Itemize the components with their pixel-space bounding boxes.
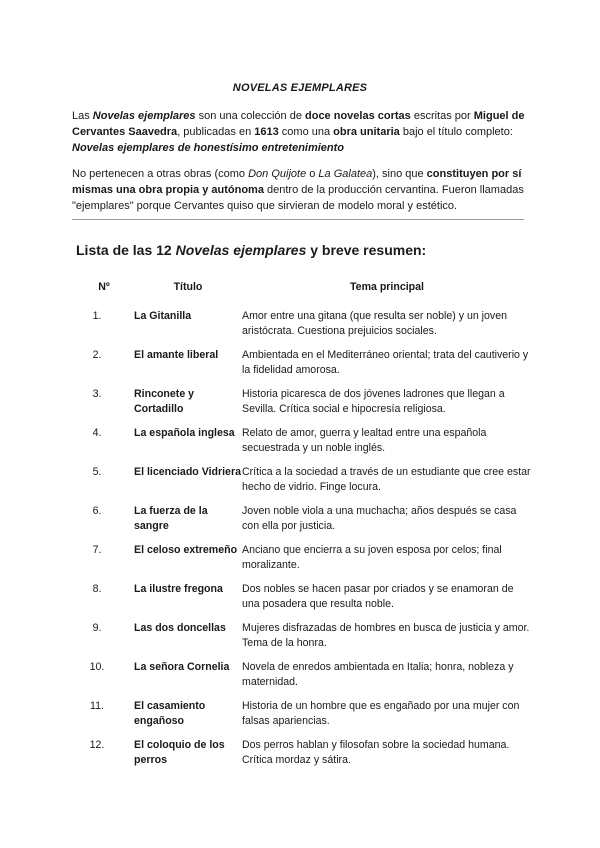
- second-text-4: dentro de la producción cervantina. Fueron llamadas "ejemplares" porque Cervantes quiso que sirvieran de modelo moral y estético.: [72, 184, 524, 212]
- table-row: [76, 504, 532, 543]
- row-theme: Historia picaresca de dos jóvenes ladrones que llegan a Sevilla. Crítica social e hipocresía religiosa.: [242, 388, 505, 415]
- row-title: Rinconete y Cortadillo: [134, 388, 195, 415]
- table-header-row: [76, 275, 532, 309]
- intro-text-1: Las: [72, 110, 93, 122]
- row-theme: Relato de amor, guerra y lealtad entre una española secuestrada y un noble inglés.: [242, 427, 487, 454]
- row-title: La señora Cornelia: [134, 661, 230, 673]
- row-theme: Ambientada en el Mediterráneo oriental; trata del cautiverio y la fidelidad amorosa.: [242, 349, 529, 376]
- row-title: El licenciado Vidriera: [134, 466, 241, 478]
- row-title: La española inglesa: [134, 427, 235, 439]
- header-theme: Tema principal: [350, 281, 424, 293]
- second-work-quijote: Don Quijote: [248, 168, 307, 180]
- row-theme: Amor entre una gitana (que resulta ser noble) y un joven aristócrata. Cuestiona prejuicios sociales.: [242, 310, 507, 337]
- table-row: [76, 660, 532, 699]
- row-title: Las dos doncellas: [134, 622, 226, 634]
- second-work-galatea: La Galatea: [318, 168, 373, 180]
- row-number: 11.: [90, 700, 104, 712]
- row-title: El amante liberal: [134, 349, 219, 361]
- table-row: [76, 465, 532, 504]
- row-number: 5.: [92, 466, 102, 478]
- table-row: [76, 348, 532, 387]
- row-number: 10.: [89, 661, 105, 673]
- intro-author: Miguel de Cervantes Saavedra: [72, 110, 525, 138]
- intro-bold-count: doce novelas cortas: [305, 110, 411, 122]
- table-row: [76, 738, 532, 777]
- row-title: El coloquio de los perros: [134, 739, 225, 766]
- horizontal-divider: [72, 219, 524, 220]
- row-theme: Anciano que encierra a su joven esposa por celos; final moralizante.: [242, 544, 502, 571]
- table-row: [76, 309, 532, 348]
- row-theme: Joven noble viola a una muchacha; años después se casa con ella por justicia.: [242, 505, 517, 532]
- document-title: NOVELAS EJEMPLARES: [232, 82, 368, 94]
- row-title: La ilustre fregona: [134, 583, 223, 595]
- table-row: [76, 387, 532, 426]
- header-number: Nº: [98, 281, 110, 293]
- row-number: 3.: [92, 388, 102, 400]
- row-theme: Crítica a la sociedad a través de un estudiante que cree estar hecho de vidrio. Finge locura.: [242, 466, 531, 493]
- list-heading-pre: Lista de las 12: [76, 242, 176, 258]
- second-bold-phrase: constituyen por sí mismas una obra propia y autónoma: [72, 168, 522, 196]
- list-heading: [76, 242, 426, 258]
- table-row: [76, 582, 532, 621]
- intro-text-2: son una colección de: [195, 110, 305, 122]
- intro-year: 1613: [254, 126, 279, 138]
- row-title: La Gitanilla: [134, 310, 192, 322]
- list-heading-post: y breve resumen:: [306, 242, 427, 258]
- intro-text-3: escritas por: [410, 110, 474, 122]
- row-theme: Novela de enredos ambientada en Italia; honra, nobleza y maternidad.: [242, 661, 514, 688]
- table-row: [76, 621, 532, 660]
- table-row: [76, 426, 532, 465]
- row-theme: Historia de un hombre que es engañado por una mujer con falsas apariencias.: [242, 700, 520, 727]
- intro-work-title: Novelas ejemplares: [92, 110, 196, 122]
- second-text-1: No pertenecen a otras obras (como: [72, 168, 249, 180]
- row-title: El casamiento engañoso: [134, 700, 206, 727]
- second-text-2: o: [306, 168, 319, 180]
- row-title: La fuerza de la sangre: [134, 505, 208, 532]
- second-text-3: ), sino que: [372, 168, 427, 180]
- row-number: 6.: [92, 505, 102, 517]
- row-title: El celoso extremeño: [134, 544, 238, 556]
- row-theme: Dos perros hablan y filosofan sobre la sociedad humana. Crítica mordaz y sátira.: [242, 739, 510, 766]
- row-theme: Mujeres disfrazadas de hombres en busca de justicia y amor. Tema de la honra.: [242, 622, 530, 649]
- intro-full-title: Novelas ejemplares de honestísimo entretenimiento: [72, 142, 345, 154]
- row-number: 12.: [89, 739, 105, 751]
- row-theme: Dos nobles se hacen pasar por criados y se enamoran de una posadera que resulta noble.: [242, 583, 514, 610]
- intro-paragraph: [72, 108, 527, 156]
- row-number: 2.: [92, 349, 102, 361]
- novels-table: [76, 275, 532, 777]
- intro-text-5: como una: [278, 126, 334, 138]
- table-row: [76, 543, 532, 582]
- second-paragraph: [72, 166, 527, 214]
- table-row: [76, 699, 532, 738]
- row-number: 8.: [92, 583, 102, 595]
- row-number: 7.: [92, 544, 102, 556]
- row-number: 4.: [92, 427, 102, 439]
- header-title: Título: [173, 281, 203, 293]
- row-number: 1.: [92, 310, 102, 322]
- list-heading-italic: Novelas ejemplares: [175, 242, 307, 258]
- intro-text-4: , publicadas en: [177, 126, 255, 138]
- intro-bold-unit: obra unitaria: [333, 126, 400, 138]
- intro-text-6: bajo el título completo:: [399, 126, 520, 138]
- row-number: 9.: [92, 622, 102, 634]
